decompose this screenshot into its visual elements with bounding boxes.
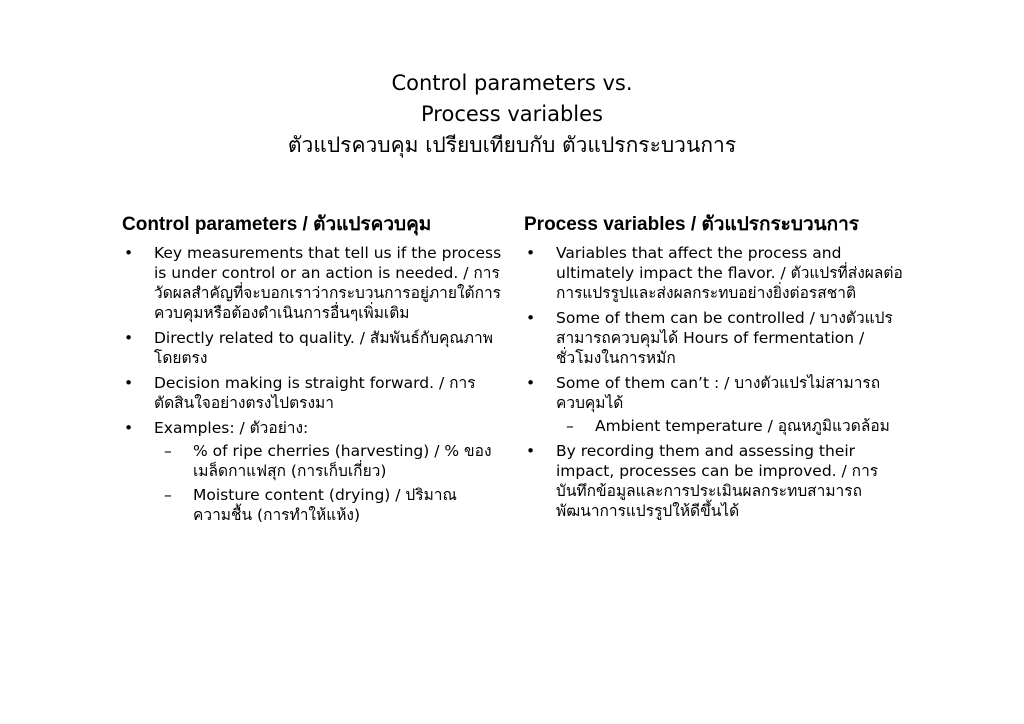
sub-list-item-text: Moisture content (drying) / ปริมาณความชื้น (การทำให้แห้ง) — [193, 486, 457, 524]
sub-list-item — [154, 441, 512, 481]
sub-list-item — [154, 485, 512, 525]
sub-list-item — [556, 416, 914, 436]
list-item-text: Variables that affect the process and ultimately impact the flavor. / ตัวแปรที่ส่งผลต่อการแปรรูปและส่งผลกระทบอย่างยิ่งต่อรสชาติ — [556, 244, 903, 302]
list-item — [524, 243, 914, 303]
sub-list-item-text: % of ripe cherries (harvesting) / % ของเมล็ดกาแฟสุก (การเก็บเกี่ยว) — [193, 442, 492, 480]
bullet-marker: • — [526, 374, 536, 392]
list-item — [524, 308, 914, 368]
process-variables-column — [524, 212, 914, 526]
control-parameters-column — [122, 212, 512, 530]
bullet-marker: • — [526, 244, 536, 262]
list-item-text: Some of them can’t : / บางตัวแปรไม่สามารถควบคุมได้ — [556, 374, 881, 412]
list-item-text: Directly related to quality. / สัมพันธ์กับคุณภาพโดยตรง — [154, 329, 493, 367]
list-item-text: Key measurements that tell us if the process is under control or an action is needed. / การวัดผลสำคัญที่จะบอกเราว่ากระบวนการอยู่ภายใต้การควบคุมหรือต้องดำเนินการอื่นๆเพิ่มเติม — [154, 244, 502, 322]
list-item — [524, 441, 914, 521]
bullet-marker: • — [124, 419, 134, 437]
list-item-text: Decision making is straight forward. / การตัดสินใจอย่างตรงไปตรงมา — [154, 374, 476, 412]
bullet-marker: • — [124, 329, 134, 347]
bullet-marker: • — [124, 244, 134, 262]
slide-title — [0, 68, 1024, 161]
list-item-text: Examples: / ตัวอย่าง: — [154, 419, 309, 437]
process-variables-list — [524, 243, 914, 521]
list-item — [122, 328, 512, 368]
examples-sublist — [154, 441, 512, 525]
list-item — [122, 373, 512, 413]
title-line-3-thai: ตัวแปรควบคุม เปรียบเทียบกับ ตัวแปรกระบวนการ — [287, 133, 737, 157]
bullet-marker: • — [124, 374, 134, 392]
dash-marker: – — [164, 442, 172, 460]
list-item — [122, 243, 512, 323]
dash-marker: – — [164, 486, 172, 504]
process-variables-heading: Process variables / ตัวแปรกระบวนการ — [524, 214, 859, 235]
dash-marker: – — [566, 417, 574, 435]
title-line-1: Control parameters vs. — [391, 71, 633, 95]
control-parameters-list — [122, 243, 512, 525]
list-item-text: By recording them and assessing their impact, processes can be improved. / การบันทึกข้อมูลและการประเมินผลกระทบสามารถพัฒนาการแปรรูปให้ดีขึ้นได้ — [556, 442, 879, 520]
bullet-marker: • — [526, 442, 536, 460]
control-parameters-heading: Control parameters / ตัวแปรควบคุม — [122, 214, 432, 235]
list-item — [122, 418, 512, 525]
list-item — [524, 373, 914, 436]
title-line-2: Process variables — [421, 102, 603, 126]
list-item-text: Some of them can be controlled / บางตัวแปรสามารถควบคุมได้ Hours of fermentation / ชั่วโมงในการหมัก — [556, 309, 893, 367]
sub-list-item-text: Ambient temperature / อุณหภูมิแวดล้อม — [595, 417, 890, 435]
uncontrollable-sublist — [556, 416, 914, 436]
bullet-marker: • — [526, 309, 536, 327]
